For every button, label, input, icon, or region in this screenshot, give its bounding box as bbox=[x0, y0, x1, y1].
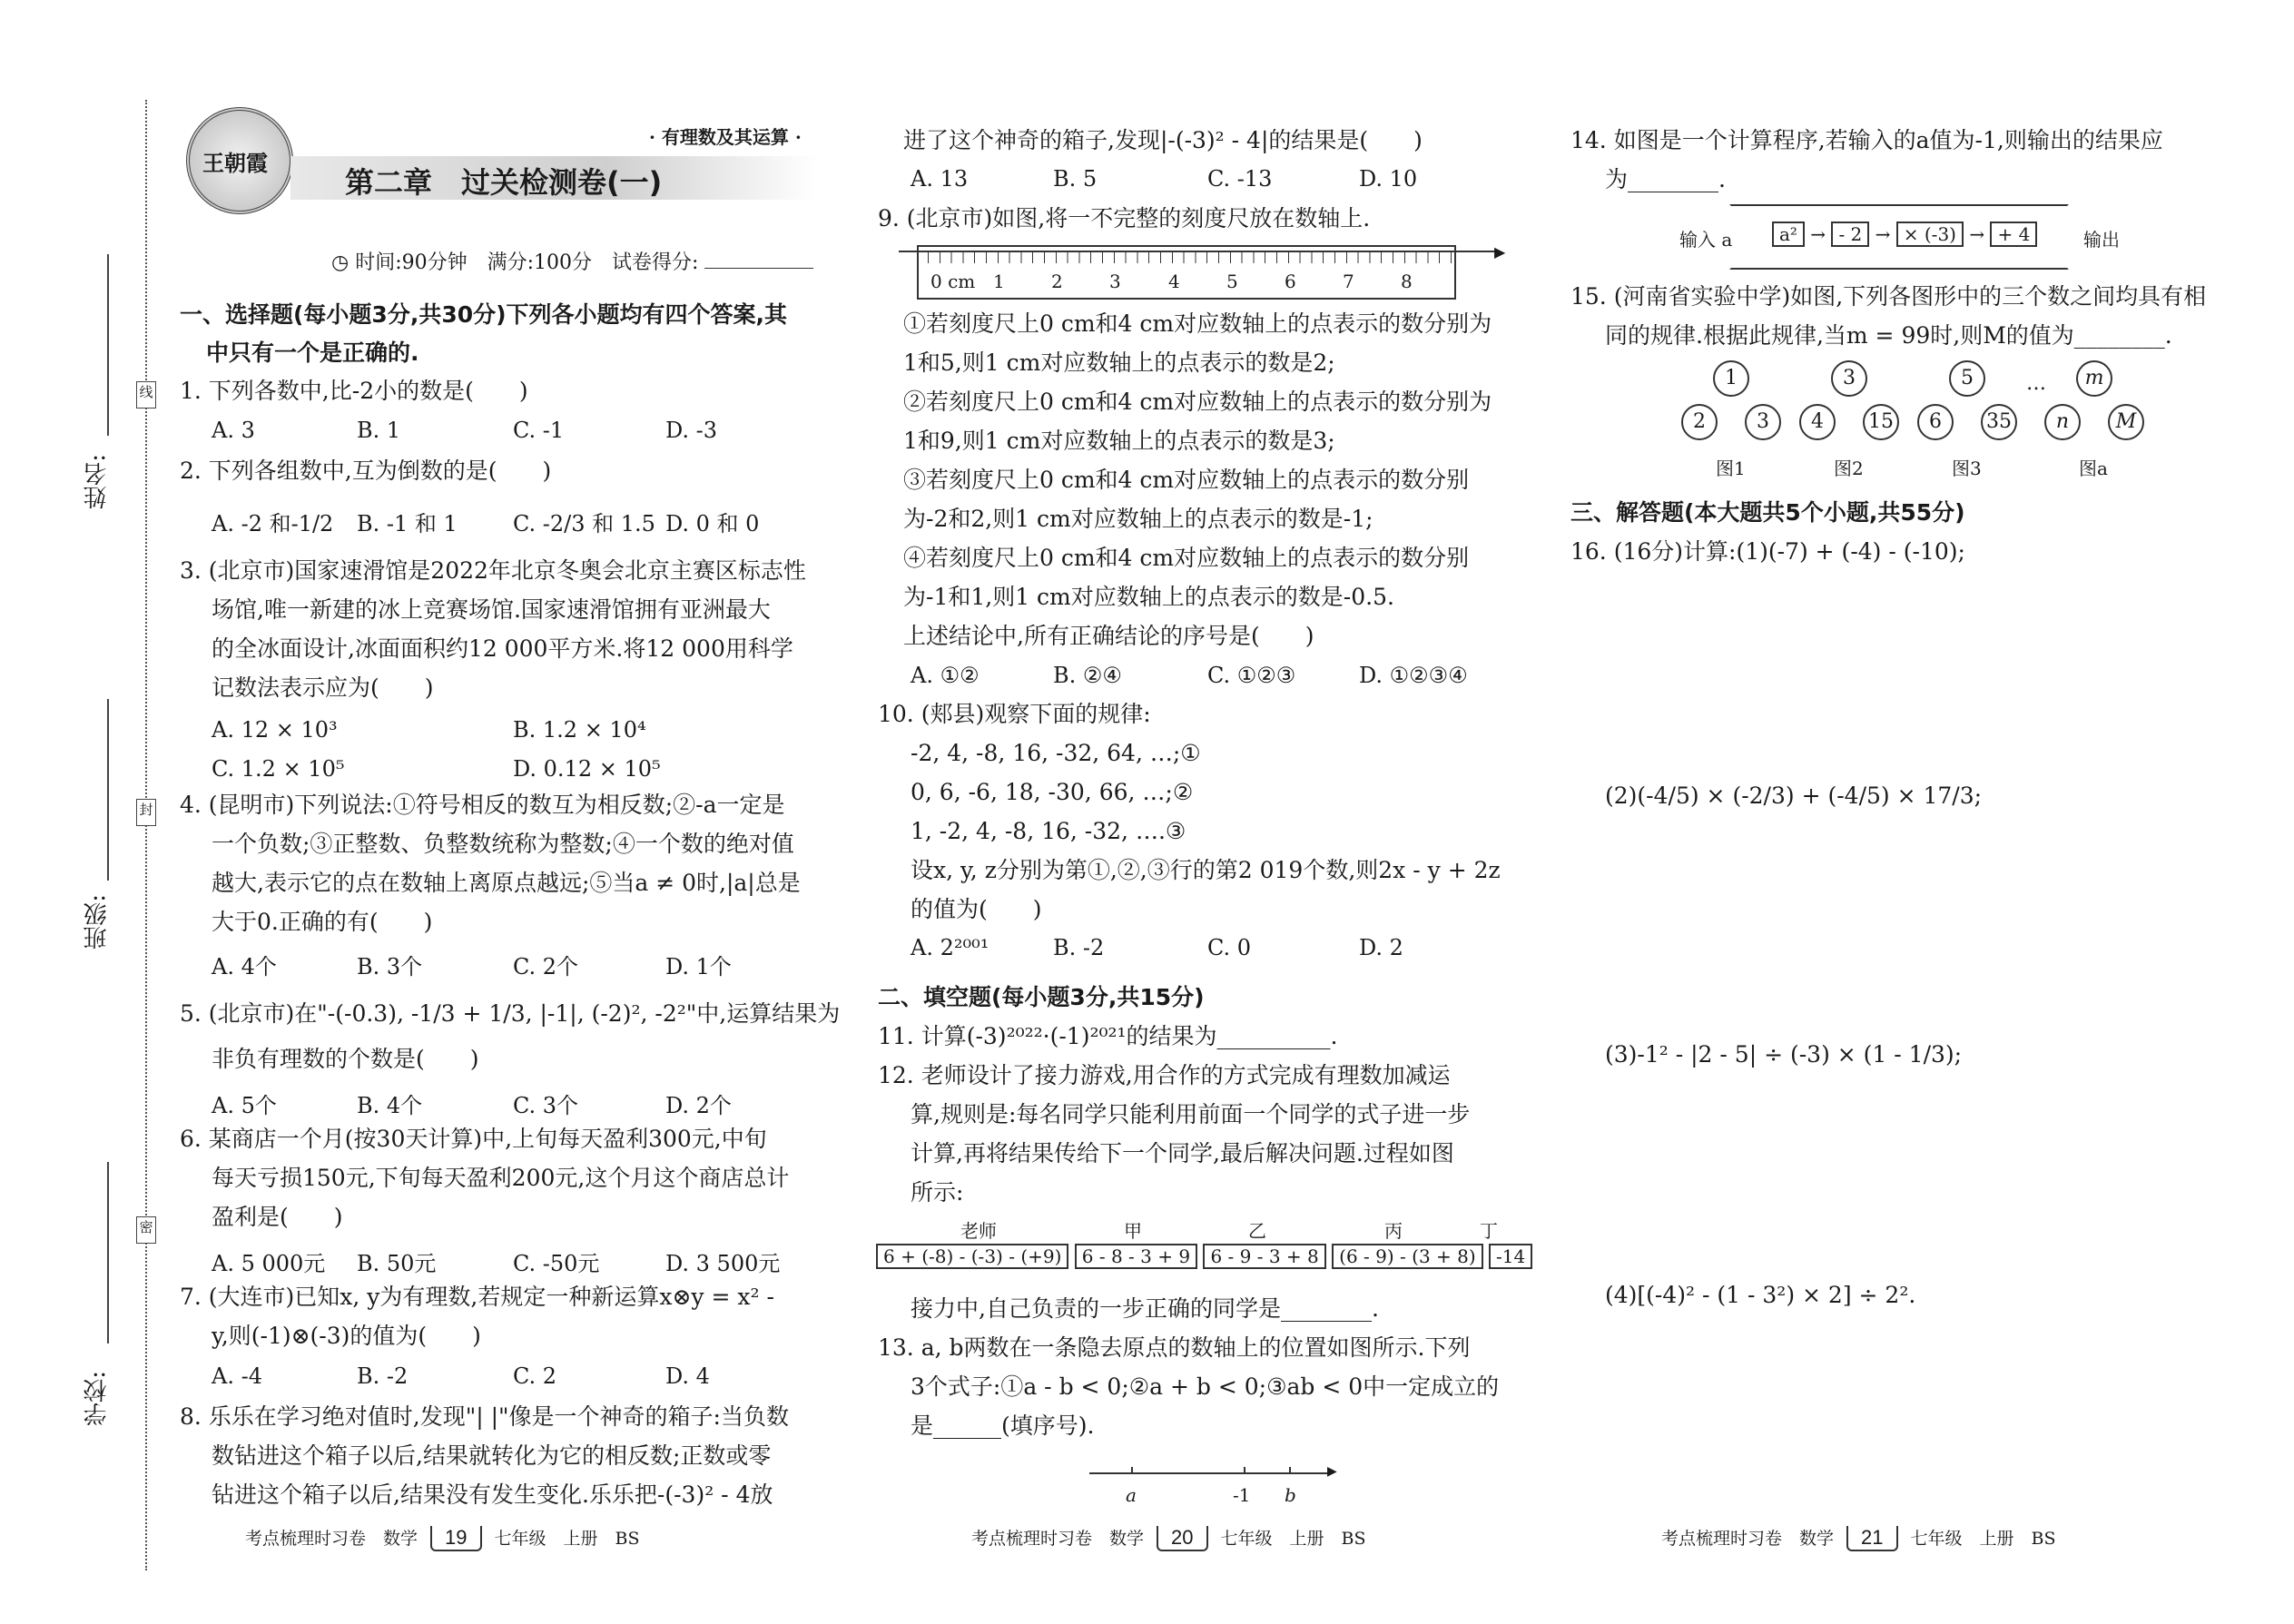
exam-info-line bbox=[331, 247, 813, 275]
program-steps: a² → - 2 → × (-3) → + 4 bbox=[1772, 221, 2037, 247]
q2-option-a: A. -2 和-1/2 bbox=[212, 511, 334, 536]
score-blank bbox=[704, 268, 813, 269]
ruler-ticks bbox=[928, 251, 1454, 263]
ruler-label-3: 3 bbox=[1109, 271, 1121, 292]
q4-option-b: B. 3个 bbox=[357, 954, 423, 979]
q1-option-c: C. -1 bbox=[513, 418, 565, 443]
figures-ellipsis: … bbox=[2026, 372, 2046, 395]
q8-option-b: B. 5 bbox=[1053, 166, 1098, 192]
q5-option-b: B. 4个 bbox=[357, 1093, 423, 1118]
q1-option-d: D. -3 bbox=[665, 418, 718, 443]
q10-stem-6: 的值为( ) bbox=[911, 896, 1042, 922]
section2-title: 二、填空题(每小题3分,共15分) bbox=[878, 984, 1205, 1010]
class-blank-line bbox=[107, 699, 109, 881]
q8-option-c: C. -13 bbox=[1207, 166, 1273, 192]
figa-left: n bbox=[2044, 404, 2081, 440]
q5-stem-2: 非负有理数的个数是( ) bbox=[212, 1046, 479, 1072]
relay-box-yi: 6 - 9 - 3 + 8 bbox=[1203, 1244, 1325, 1269]
q10-option-c: C. 0 bbox=[1207, 935, 1252, 960]
q1-stem: 1. 下列各数中,比-2小的数是( ) bbox=[180, 378, 528, 404]
chapter-title: 第二章 过关检测卷(一) bbox=[345, 165, 663, 200]
q8-stem-2: 数钻进这个箱子以后,结果就转化为它的相反数;正数或零 bbox=[212, 1442, 772, 1469]
clock-icon: ◷ bbox=[331, 251, 350, 274]
section1-title-cont: 中只有一个是正确的. bbox=[206, 340, 419, 366]
numberline-arrow: ▶ bbox=[1327, 1464, 1337, 1479]
q16-part1: 16. (16分)计算:(1)(-7) + (-4) - (-10); bbox=[1570, 538, 1965, 565]
fig1-right: 3 bbox=[1745, 404, 1781, 440]
ruler-label-5: 5 bbox=[1226, 271, 1238, 292]
q6-stem-1: 6. 某商店一个月(按30天计算)中,上旬每天盈利300元,中旬 bbox=[180, 1126, 767, 1152]
q10-row-2: 0, 6, -6, 18, -30, 66, …;② bbox=[911, 779, 1194, 805]
fig3-caption: 图3 bbox=[1952, 458, 1982, 479]
relay-box-ding: -14 bbox=[1489, 1244, 1532, 1269]
q2-option-d: D. 0 和 0 bbox=[665, 511, 760, 536]
relay-box-teacher: 6 + (-8) - (-3) - (+9) bbox=[876, 1244, 1068, 1269]
q14-stem-1: 14. 如图是一个计算程序,若输入的a值为-1,则输出的结果应 bbox=[1570, 127, 2163, 153]
relay-boxes bbox=[876, 1244, 1532, 1269]
q3-stem-4: 记数法表示应为( ) bbox=[212, 674, 434, 701]
q9-stem-5: 1和9,则1 cm对应数轴上的点表示的数是3; bbox=[903, 428, 1335, 454]
q10-option-d: D. 2 bbox=[1359, 935, 1403, 960]
q6-option-a: A. 5 000元 bbox=[212, 1251, 326, 1276]
q11-stem: 11. 计算(-3)²⁰²²·(-1)²⁰²¹的结果为__________. bbox=[878, 1023, 1338, 1049]
q9-stem-9: 为-1和1,则1 cm对应数轴上的点表示的数是-0.5. bbox=[903, 584, 1394, 610]
q10-option-a: A. 2²⁰⁰¹ bbox=[911, 935, 989, 960]
q7-option-d: D. 4 bbox=[665, 1363, 710, 1389]
q2-option-c: C. -2/3 和 1.5 bbox=[513, 511, 655, 536]
ruler-label-8: 8 bbox=[1401, 271, 1413, 292]
fig2-right: 15 bbox=[1863, 404, 1899, 440]
q9-stem-6: ③若刻度尺上0 cm和4 cm对应数轴上的点表示的数分别 bbox=[903, 467, 1470, 493]
q9-stem-10: 上述结论中,所有正确结论的序号是( ) bbox=[903, 623, 1314, 649]
label-b: b bbox=[1285, 1484, 1296, 1506]
relay-box-jia: 6 - 8 - 3 + 9 bbox=[1075, 1244, 1197, 1269]
q7-stem-2: y,则(-1)⊗(-3)的值为( ) bbox=[212, 1323, 481, 1349]
section3-title: 三、解答题(本大题共5个小题,共55分) bbox=[1570, 499, 1965, 526]
q7-option-b: B. -2 bbox=[357, 1363, 409, 1389]
step-times-neg3: × (-3) bbox=[1896, 221, 1964, 247]
q10-stem-1: 10. (郏县)观察下面的规律: bbox=[878, 701, 1151, 727]
q4-option-d: D. 1个 bbox=[665, 954, 732, 979]
fig2-left: 4 bbox=[1799, 404, 1836, 440]
q4-option-c: C. 2个 bbox=[513, 954, 579, 979]
footer-page-21 bbox=[1661, 1525, 2055, 1551]
q10-row-3: 1, -2, 4, -8, 16, -32, ….③ bbox=[911, 818, 1186, 844]
q15-stem-1: 15. (河南省实验中学)如图,下列各图形中的三个数之间均具有相 bbox=[1570, 283, 2207, 310]
q8-stem-1: 8. 乐乐在学习绝对值时,发现"| |"像是一个神奇的箱子:当负数 bbox=[180, 1403, 789, 1430]
q9-stem-1: 9. (北京市)如图,将一不完整的刻度尺放在数轴上. bbox=[878, 205, 1371, 231]
tick-a bbox=[1131, 1467, 1133, 1474]
ruler-label-4: 4 bbox=[1168, 271, 1180, 292]
q4-stem-1: 4. (昆明市)下列说法:①符号相反的数互为相反数;②-a一定是 bbox=[180, 792, 785, 818]
exam-info-text: 时间:90分钟 满分:100分 试卷得分: bbox=[355, 251, 699, 274]
relay-name-ding: 丁 bbox=[1480, 1220, 1498, 1242]
footer-left-text: 考点梳理时习卷 数学 bbox=[1661, 1529, 1835, 1549]
footer-page-19 bbox=[245, 1525, 639, 1551]
q7-option-c: C. 2 bbox=[513, 1363, 557, 1389]
q8-option-a: A. 13 bbox=[911, 166, 969, 192]
q13-stem-3: 是______(填序号). bbox=[911, 1412, 1095, 1439]
label-neg1: -1 bbox=[1233, 1484, 1251, 1506]
q12-stem-1: 12. 老师设计了接力游戏,用合作的方式完成有理数加减运 bbox=[878, 1062, 1451, 1088]
footer-right-text: 七年级 上册 BS bbox=[1910, 1529, 2056, 1549]
q16-part3: (3)-1² - |2 - 5| ÷ (-3) × (1 - 1/3); bbox=[1605, 1041, 1963, 1068]
q9-stem-3: 1和5,则1 cm对应数轴上的点表示的数是2; bbox=[903, 349, 1335, 376]
q7-option-a: A. -4 bbox=[212, 1363, 262, 1389]
q5-option-a: A. 5个 bbox=[212, 1093, 277, 1118]
q10-option-b: B. -2 bbox=[1053, 935, 1105, 960]
ruler-label-1: 1 bbox=[993, 271, 1005, 292]
logo-text: 王朝霞 bbox=[202, 150, 268, 176]
chapter-title-banner bbox=[290, 156, 817, 200]
q5-stem-1: 5. (北京市)在"-(-0.3), -1/3 + 1/3, |-1|, (-2)², -2²"中,运算结果为 bbox=[180, 1000, 841, 1027]
q14-stem-2: 为________. bbox=[1605, 166, 1726, 192]
section1-title: 一、选择题(每小题3分,共30分)下列各小题均有四个答案,其 bbox=[180, 301, 788, 328]
page-number: 21 bbox=[1846, 1526, 1897, 1551]
q8-stem-3: 钻进这个箱子以后,结果没有发生变化.乐乐把-(-3)² - 4放 bbox=[212, 1481, 773, 1508]
name-blank-line bbox=[107, 254, 109, 436]
ruler-label-7: 7 bbox=[1343, 271, 1354, 292]
q6-option-d: D. 3 500元 bbox=[665, 1251, 781, 1276]
fig3-right: 35 bbox=[1981, 404, 2017, 440]
q3-stem-1: 3. (北京市)国家速滑馆是2022年北京冬奥会北京主赛区标志性 bbox=[180, 557, 806, 584]
q6-stem-3: 盈利是( ) bbox=[212, 1204, 343, 1230]
q3-option-c: C. 1.2 × 10⁵ bbox=[212, 756, 345, 782]
footer-page-20 bbox=[971, 1525, 1365, 1551]
q9-stem-2: ①若刻度尺上0 cm和4 cm对应数轴上的点表示的数分别为 bbox=[903, 310, 1492, 337]
step-minus2: - 2 bbox=[1831, 221, 1869, 247]
q12-stem-5: 接力中,自己负责的一步正确的同学是________. bbox=[911, 1295, 1379, 1322]
q5-option-d: D. 2个 bbox=[665, 1093, 732, 1118]
q4-stem-3: 越大,表示它的点在数轴上离原点越远;⑤当a ≠ 0时,|a|总是 bbox=[212, 870, 801, 896]
ruler-label-2: 2 bbox=[1051, 271, 1063, 292]
q16-part4: (4)[(-4)² - (1 - 3²) × 2] ÷ 2². bbox=[1605, 1282, 1916, 1308]
tick-b bbox=[1289, 1467, 1291, 1474]
q9-option-b: B. ②④ bbox=[1053, 663, 1122, 688]
page-number: 20 bbox=[1157, 1526, 1207, 1551]
binding-tag-xian: 线 bbox=[136, 381, 156, 408]
q6-stem-2: 每天亏损150元,下旬每天盈利200元,这个月这个商店总计 bbox=[212, 1165, 790, 1191]
topic-label: · 有理数及其运算 · bbox=[649, 126, 802, 148]
program-output: 输出 bbox=[2083, 229, 2120, 251]
figa-right: M bbox=[2108, 404, 2144, 440]
figa-top: m bbox=[2076, 360, 2112, 397]
q9-option-a: A. ①② bbox=[911, 663, 980, 688]
q9-stem-4: ②若刻度尺上0 cm和4 cm对应数轴上的点表示的数分别为 bbox=[903, 389, 1492, 415]
q1-option-a: A. 3 bbox=[212, 418, 255, 443]
q6-option-b: B. 50元 bbox=[357, 1251, 437, 1276]
q4-stem-2: 一个负数;③正整数、负整数统称为整数;④一个数的绝对值 bbox=[212, 831, 794, 857]
fig1-top: 1 bbox=[1713, 360, 1749, 397]
school-label: 学校: bbox=[84, 1371, 111, 1426]
q16-part2: (2)(-4/5) × (-2/3) + (-4/5) × 17/3; bbox=[1605, 782, 1983, 809]
relay-name-bing: 丙 bbox=[1384, 1220, 1403, 1242]
logo-seal bbox=[186, 107, 293, 214]
fig2-top: 3 bbox=[1831, 360, 1867, 397]
tick-neg1 bbox=[1244, 1467, 1245, 1474]
q13-stem-2: 3个式子:①a - b < 0;②a + b < 0;③ab < 0中一定成立的 bbox=[911, 1373, 1500, 1400]
q10-row-1: -2, 4, -8, 16, -32, 64, …;① bbox=[911, 740, 1201, 766]
relay-name-yi: 乙 bbox=[1248, 1220, 1266, 1242]
page-number: 19 bbox=[430, 1526, 481, 1551]
q3-option-a: A. 12 × 10³ bbox=[212, 717, 338, 743]
q3-option-d: D. 0.12 × 10⁵ bbox=[513, 756, 661, 782]
q9-option-d: D. ①②③④ bbox=[1359, 663, 1468, 688]
relay-name-jia: 甲 bbox=[1124, 1220, 1142, 1242]
label-a: a bbox=[1126, 1484, 1137, 1506]
q15-stem-2: 同的规律.根据此规律,当m = 99时,则M的值为________. bbox=[1605, 322, 2172, 349]
q4-stem-4: 大于0.正确的有( ) bbox=[212, 909, 433, 935]
q3-stem-3: 的全冰面设计,冰面面积约12 000平方米.将12 000用科学 bbox=[212, 635, 793, 662]
fig3-top: 5 bbox=[1949, 360, 1985, 397]
q8-stem-4: 进了这个神奇的箱子,发现|-(-3)² - 4|的结果是( ) bbox=[903, 127, 1423, 153]
q4-option-a: A. 4个 bbox=[212, 954, 277, 979]
name-label: 姓名: bbox=[84, 454, 111, 509]
q2-option-b: B. -1 和 1 bbox=[357, 511, 458, 536]
fig1-caption: 图1 bbox=[1716, 458, 1746, 479]
q9-stem-7: 为-2和2,则1 cm对应数轴上的点表示的数是-1; bbox=[903, 506, 1373, 532]
school-blank-line bbox=[107, 1162, 109, 1343]
q8-option-d: D. 10 bbox=[1359, 166, 1418, 192]
binding-tag-mi: 密 bbox=[136, 1216, 156, 1244]
q6-option-c: C. -50元 bbox=[513, 1251, 600, 1276]
figa-caption: 图a bbox=[2079, 458, 2108, 479]
footer-right-text: 七年级 上册 BS bbox=[1220, 1529, 1366, 1549]
binding-tag-feng: 封 bbox=[136, 799, 156, 826]
ruler-label-0: 0 cm bbox=[930, 271, 976, 292]
class-label: 班级: bbox=[84, 894, 111, 950]
footer-right-text: 七年级 上册 BS bbox=[494, 1529, 640, 1549]
footer-left-text: 考点梳理时习卷 数学 bbox=[245, 1529, 418, 1549]
step-square: a² bbox=[1772, 221, 1805, 247]
q3-option-b: B. 1.2 × 10⁴ bbox=[513, 717, 646, 743]
step-plus4: + 4 bbox=[1990, 221, 2037, 247]
q12-stem-3: 计算,再将结果传给下一个同学,最后解决问题.过程如图 bbox=[911, 1140, 1454, 1166]
numberline-axis bbox=[1089, 1472, 1330, 1474]
q1-option-b: B. 1 bbox=[357, 418, 401, 443]
q12-stem-4: 所示: bbox=[911, 1179, 964, 1206]
program-input: 输入 a bbox=[1679, 229, 1733, 251]
relay-box-bing: (6 - 9) - (3 + 8) bbox=[1332, 1244, 1483, 1269]
relay-name-teacher: 老师 bbox=[960, 1220, 997, 1242]
q9-option-c: C. ①②③ bbox=[1207, 663, 1296, 688]
fig2-caption: 图2 bbox=[1834, 458, 1864, 479]
q2-stem: 2. 下列各组数中,互为倒数的是( ) bbox=[180, 458, 552, 484]
q7-stem-1: 7. (大连市)已知x, y为有理数,若规定一种新运算x⊗y = x² - bbox=[180, 1284, 774, 1310]
q5-option-c: C. 3个 bbox=[513, 1093, 579, 1118]
q9-stem-8: ④若刻度尺上0 cm和4 cm对应数轴上的点表示的数分别 bbox=[903, 545, 1470, 571]
q12-stem-2: 算,规则是:每名同学只能利用前面一个同学的式子进一步 bbox=[911, 1101, 1471, 1127]
axis-arrow: ▶ bbox=[1494, 243, 1506, 261]
fig1-left: 2 bbox=[1681, 404, 1718, 440]
q10-stem-5: 设x, y, z分别为第①,②,③行的第2 019个数,则2x - y + 2z bbox=[911, 857, 1501, 883]
footer-left-text: 考点梳理时习卷 数学 bbox=[971, 1529, 1145, 1549]
ruler-label-6: 6 bbox=[1285, 271, 1296, 292]
binding-dotted-line bbox=[145, 100, 147, 1570]
q3-stem-2: 场馆,唯一新建的冰上竞赛场馆.国家速滑馆拥有亚洲最大 bbox=[212, 596, 771, 623]
fig3-left: 6 bbox=[1917, 404, 1954, 440]
q13-stem-1: 13. a, b两数在一条隐去原点的数轴上的位置如图所示.下列 bbox=[878, 1334, 1471, 1361]
